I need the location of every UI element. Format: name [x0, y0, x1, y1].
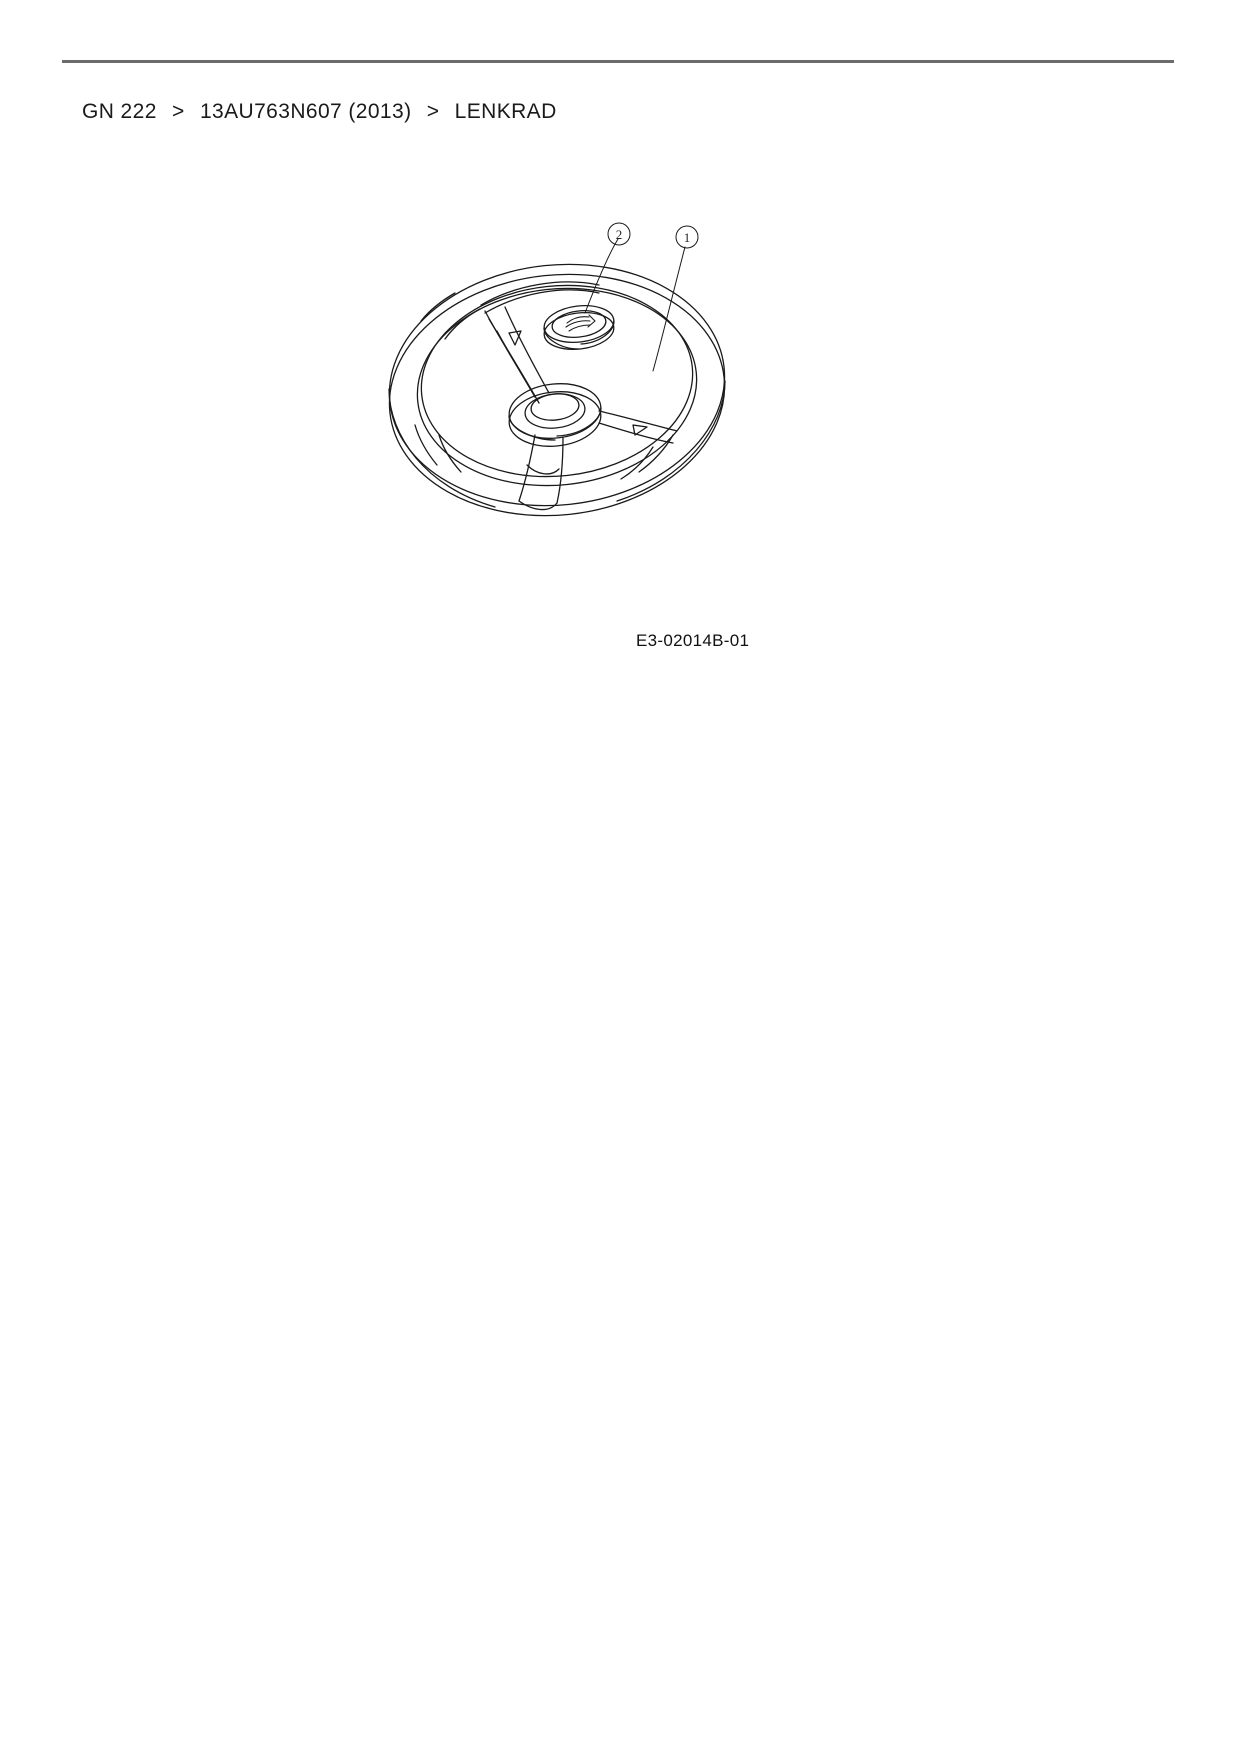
header-divider: [62, 60, 1174, 63]
breadcrumb-separator: >: [172, 100, 185, 123]
figure-code-label: E3-02014B-01: [636, 631, 750, 650]
breadcrumb-item-assembly[interactable]: LENKRAD: [454, 100, 557, 123]
callout-number-2: 2: [615, 227, 623, 242]
callout-number-1: 1: [683, 230, 691, 245]
breadcrumb-item-model-series[interactable]: GN 222: [82, 100, 157, 123]
breadcrumb-separator: >: [426, 100, 440, 123]
breadcrumb: [82, 100, 557, 124]
parts-diagram-figure: [385, 135, 750, 660]
steering-wheel-illustration: [385, 135, 750, 660]
breadcrumb-item-model-number[interactable]: 13AU763N607 (2013): [199, 100, 412, 123]
